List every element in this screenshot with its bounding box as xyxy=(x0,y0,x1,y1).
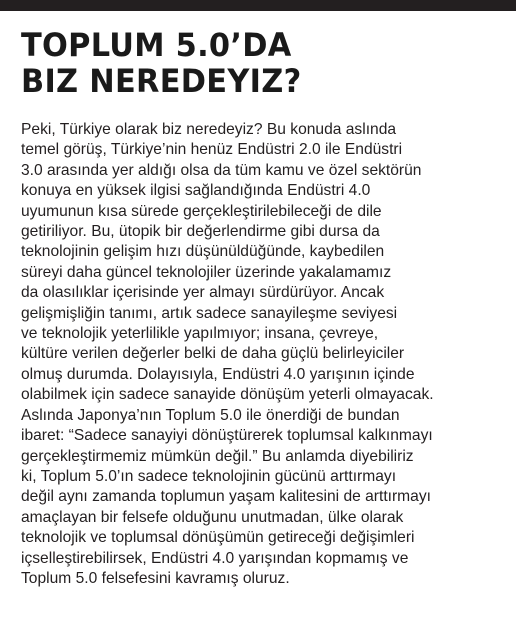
body-line: olmuş durumda. Dolayısıyla, Endüstri 4.0 yarışının içinde xyxy=(21,365,415,383)
body-line: konuya en yüksek ilgisi sağlandığında Endüstri 4.0 xyxy=(21,182,371,200)
body-line: kültüre verilen değerler belki de daha güçlü belirleyiciler xyxy=(21,345,405,363)
body-line: da olasılıklar içerisinde yer almayı sürdürüyor. Ancak xyxy=(21,284,385,302)
body-line: olabilmek için sadece sanayide dönüşüm yeterli olmayacak. xyxy=(21,386,434,404)
body-line: getiriliyor. Bu, ütopik bir değerlendirme gibi dursa da xyxy=(21,223,380,241)
title-line: BIZ NEREDEYIZ? xyxy=(21,62,302,100)
article-body xyxy=(21,120,511,589)
body-line: teknolojik ve toplumsal dönüşümün getireceği değişimleri xyxy=(21,529,415,547)
body-line: 3.0 arasında yer aldığı olsa da tüm kamu ve özel sektörün xyxy=(21,161,422,179)
header-rule xyxy=(0,0,516,11)
article-title xyxy=(21,27,477,99)
body-line: temel görüş, Türkiye’nin henüz Endüstri 2.0 ile Endüstri xyxy=(21,141,403,159)
body-line: Peki, Türkiye olarak biz neredeyiz? Bu konuda aslında xyxy=(21,121,397,138)
body-line: amaçlayan bir felsefe olduğunu unutmadan, ülke olarak xyxy=(21,508,404,526)
body-line: teknolojinin gelişim hızı düşünüldüğünde, kaybedilen xyxy=(21,243,385,261)
body-line: süreyi daha güncel teknolojiler üzerinde yakalamamız xyxy=(21,263,392,281)
body-line: gerçekleştirmemiz mümkün değil.” Bu anlamda diyebiliriz xyxy=(21,447,414,465)
body-line: ve teknolojik yeterlilikle yapılmıyor; insana, çevreye, xyxy=(21,325,379,343)
body-line: içselleştirebilirsek, Endüstri 4.0 yarışından kopmamış ve xyxy=(21,549,409,567)
body-line: ki, Toplum 5.0’ın sadece teknolojinin gücünü arttırmayı xyxy=(21,467,397,485)
body-line: gelişmişliğin tanımı, artık sadece sanayileşme seviyesi xyxy=(21,304,398,322)
body-line: ibaret: “Sadece sanayiyi dönüştürerek toplumsal kalkınmayı xyxy=(21,427,433,445)
body-line: Aslında Japonya’nın Toplum 5.0 ile önerdiği de bundan xyxy=(21,406,400,424)
title-line: TOPLUM 5.0’DA xyxy=(21,26,292,64)
body-line: uyumunun kısa sürede gerçekleştirilebileceği de dile xyxy=(21,202,382,220)
body-line: değil aynı zamanda toplumun yaşam kalitesini de arttırmayı xyxy=(21,488,431,506)
body-line: Toplum 5.0 felsefesini kavramış oluruz. xyxy=(21,569,290,587)
